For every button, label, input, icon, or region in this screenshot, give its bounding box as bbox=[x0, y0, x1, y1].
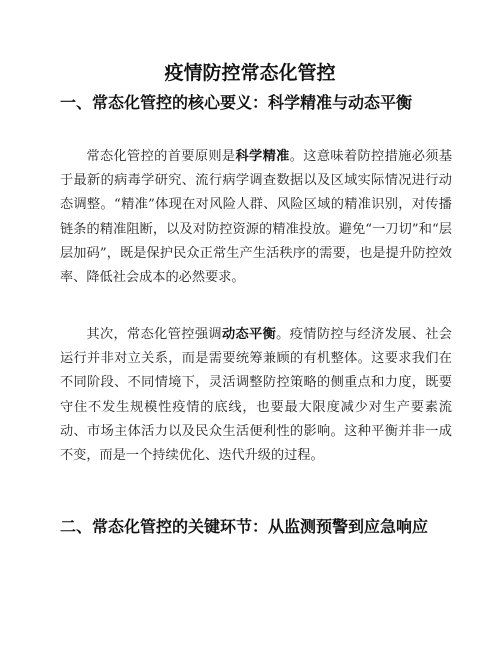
bold-keyword: 动态平衡 bbox=[221, 327, 277, 342]
bold-keyword: 科学精准 bbox=[235, 149, 290, 164]
paragraph-text: 其次，常态化管控强调 bbox=[86, 327, 222, 342]
paragraph-text: 常态化管控的首要原则是 bbox=[86, 149, 236, 164]
section-1-paragraph-2 bbox=[60, 323, 452, 468]
paragraph-text: 。疫情防控与经济发展、社会运行并非对立关系，而是需要统筹兼顾的有机整体。这要求我们在不同阶段、不同情境下，灵活调整防控策略的侧重点和力度，既要守住不发生规模性疫情的底线，也要最大限度减少对生产要素流动、市场主体活力以及民众生活便利性的影响。这种平衡并非一成不变，而是一个持续优化、迭代升级的过程。 bbox=[60, 327, 452, 464]
section-1-paragraph-1 bbox=[60, 145, 452, 290]
page-title: 疫情防控常态化管控 bbox=[164, 62, 336, 84]
section-2-heading: 二、常态化管控的关键环节：从监测预警到应急响应 bbox=[60, 517, 429, 536]
paragraph-text: 。这意味着防控措施必须基于最新的病毒学研究、流行病学调查数据以及区域实际情况进行动态调整。“精准”体现在对风险人群、风险区域的精准识别，对传播链条的精准阻断，以及对防控资源的精准投放。避免“一刀切”和“层层加码”，既是保护民众正常生产生活秩序的需要，也是提升防控效率、降低社会成本的必然要求。 bbox=[60, 149, 453, 286]
section-1-heading: 一、常态化管控的核心要义：科学精准与动态平衡 bbox=[60, 93, 413, 112]
